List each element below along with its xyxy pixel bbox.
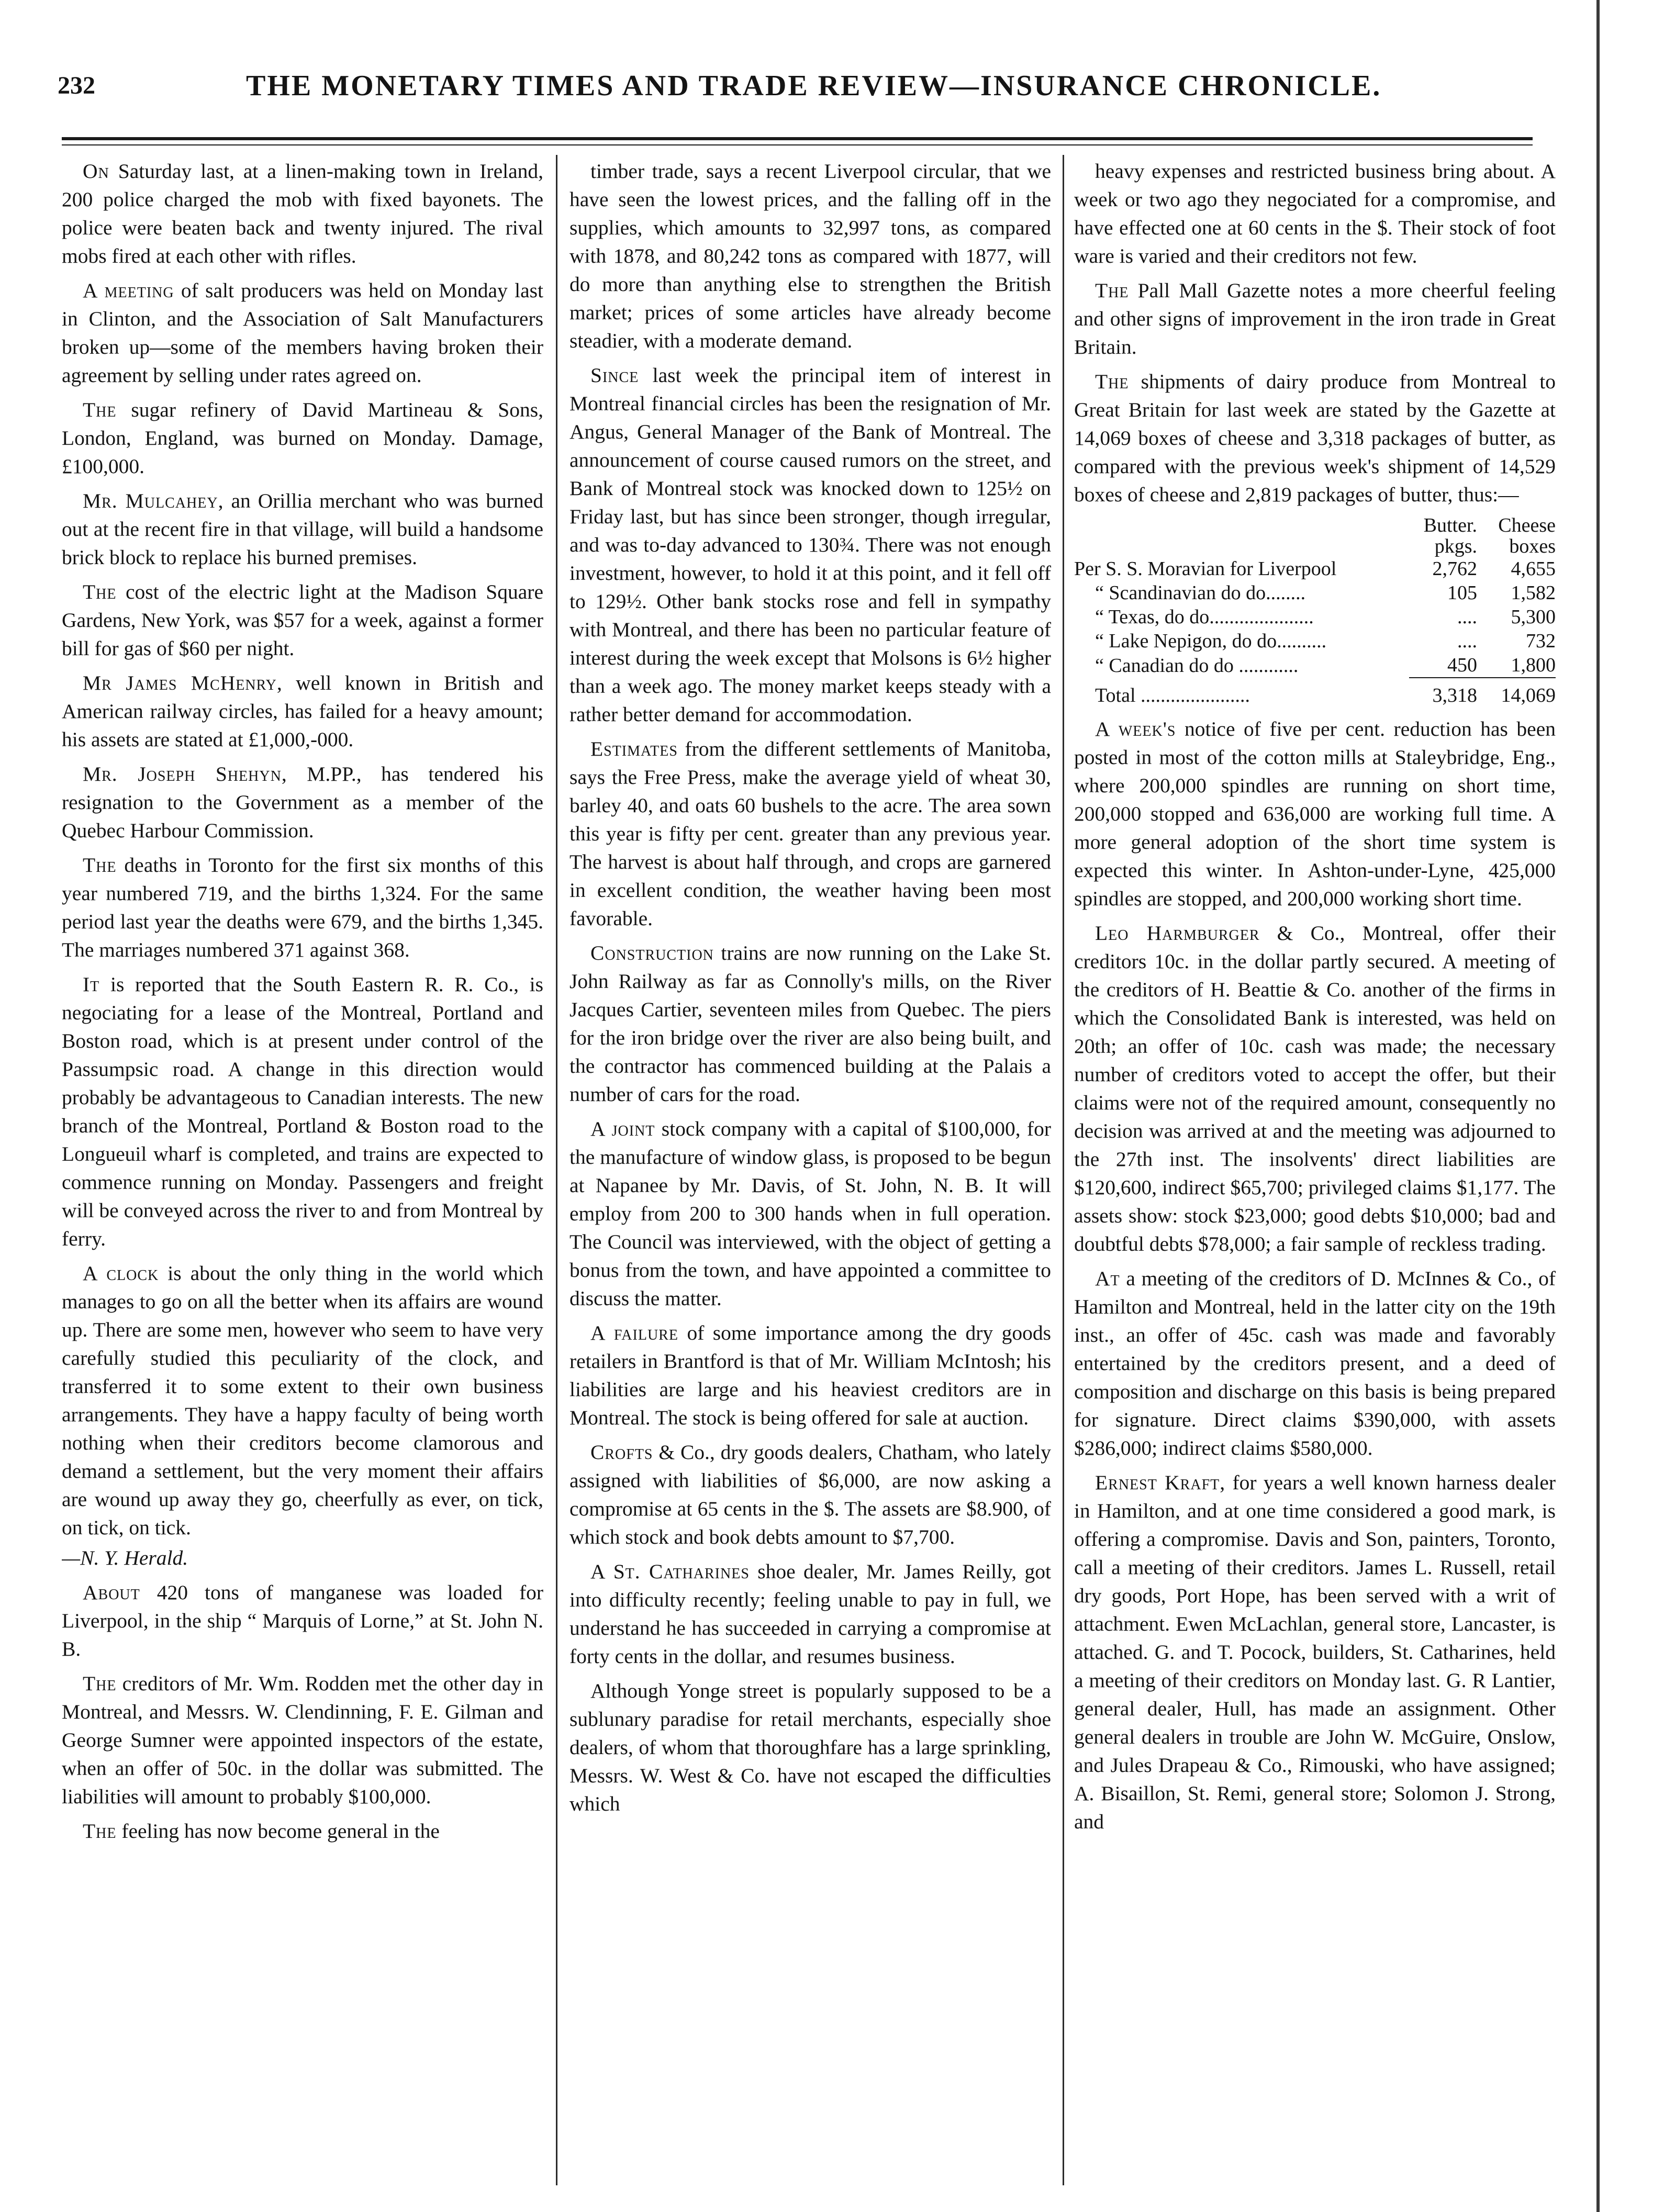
paragraph-lead: The (83, 854, 117, 877)
paragraph-lead: The (1095, 279, 1129, 302)
column-divider (556, 155, 557, 2185)
paragraph-text: trains are now running on the Lake St. John Railway as far as Connolly's mills, on the River Jacques Cartier, seventeen miles from Quebec. The piers for the iron bridge over the river are also being built, and the contractor has commenced building at the Palais a number of cars for the road. (569, 941, 1051, 1106)
paragraph-lead: The (83, 580, 117, 603)
paragraph-text: shipments of dairy produce from Montreal to Great Britain for last week are stated by the Gazette at 14,069 boxes of cheese and 3,318 packages of butter, as compared with the previous week's shipment of 14,529 boxes of cheese and 2,819 packages of butter, thus:— (1074, 370, 1556, 506)
table-row (1074, 581, 1556, 605)
table-cell: 732 (1526, 630, 1556, 652)
news-paragraph (1074, 919, 1556, 1258)
table-total-cell: 3,318 (1409, 678, 1477, 708)
news-paragraph (569, 939, 1051, 1108)
news-paragraph (569, 1319, 1051, 1432)
paragraph-lead: Mr James McHenry, (83, 671, 283, 694)
paragraph-text: is about the only thing in the world which manages to go on all the better when its affairs are wound up. There are some men, however who seem to have very carefully studied this peculiarity of the clock, and transferred it to some extent to their own business arrangements. They have a happy faculty of being worth nothing when their creditors become clamorous and demand a settlement, but the very moment their affairs are wound up away they go, cheerfully as ever, on tick, on tick, on tick. (62, 1262, 543, 1539)
table-header-row (1074, 536, 1556, 557)
paragraph-lead: Since (590, 364, 639, 387)
table-cell: “ Canadian do do ............ (1095, 654, 1299, 677)
paragraph-lead: A failure (590, 1321, 678, 1344)
news-paragraph (62, 851, 543, 964)
news-paragraph (62, 970, 543, 1253)
paragraph-text: for years a well known harness dealer in Hamilton, and at one time considered a good mark, is offering a compromise. Davis and Son, painters, Toronto, call a meeting of their creditors. James L. Russell, retail dry goods, Port Hope, has been served with a writ of attachment. Ewen McLachlan, general store, Lancaster, is attached. G. and T. Pocock, builders, St. Catharines, held a meeting of their creditors on Monday last. G. R Lantier, general dealer, Hull, has made an assignment. Other general dealers in trouble are John W. McGuire, Onslow, and Jules Drapeau & Co., Rimouski, who have assigned; A. Bisaillon, St. Remi, general store; Solomon J. Strong, and (1074, 1471, 1556, 1833)
paragraph-lead: The (83, 398, 117, 421)
table-cell: 1,582 (1511, 582, 1556, 604)
paragraph-text: & Co., Montreal, offer their creditors 10c. in the dollar partly secured. A meeting of the creditors of H. Beattie & Co. another of the firms in which the Consolidated Bank is interested, was held on 20th; an offer of 10c. cash was made; the necessary number of creditors voted to accept the offer, but their claims were not of the required amount, consequently no decision was arrived at and the meeting was adjourned to the 27th inst. The insolvents' direct liabilities are $120,600, indirect $65,700; privileged claims $1,177. The assets show: stock $23,000; good debts $10,000; bad and doubtful debts $78,000; a fair sample of reckless trading. (1074, 922, 1556, 1255)
paragraph-lead: Mr. Mulcahey, (83, 489, 224, 512)
paragraph-lead: Crofts (590, 1441, 653, 1464)
news-paragraph (1074, 367, 1556, 509)
paragraph-text: feeling has now become general in the (116, 1820, 440, 1843)
news-paragraph (62, 396, 543, 480)
paragraph-text: timber trade, says a recent Liverpool circular, that we have seen the lowest prices, and the falling off in the supplies, which amounts to 32,997 tons, as compared with 1878, and 80,242 tons as compared with 1877, will do more than anything else to strengthen the British market; prices of some articles have already become steadier, with a moderate demand. (569, 160, 1051, 352)
paragraph-lead: The (83, 1672, 117, 1695)
paragraph-lead: The (83, 1820, 117, 1843)
news-paragraph (62, 669, 543, 754)
text-column-2 (569, 157, 1051, 2187)
paragraph-text: Although Yonge street is popularly supposed to be a sublunary paradise for retail merchants, especially shoe dealers, of whom that thoroughfare has a large sprinkling, Messrs. W. West & Co. have not escaped the difficulties which (569, 1679, 1051, 1815)
news-paragraph (62, 157, 543, 270)
paragraph-text: from the different settlements of Manitoba, says the Free Press, make the average yield of wheat 30, barley 40, and oats 60 bushels to the acre. The area sown this year is fifty per cent. greater than any previous year. The harvest is about half through, and crops are garnered in excellent condition, the weather having been most favorable. (569, 737, 1051, 930)
table-header-cell: boxes (1509, 535, 1556, 557)
paragraph-lead: Ernest Kraft, (1095, 1471, 1226, 1494)
paragraph-lead: Construction (590, 941, 714, 964)
header-rule-thin (62, 144, 1533, 145)
news-paragraph (62, 1669, 543, 1811)
table-total-cell: 14,069 (1477, 678, 1556, 708)
news-paragraph (62, 760, 543, 845)
shipments-table (1074, 515, 1556, 708)
news-paragraph (62, 578, 543, 663)
paragraph-text: notice of five per cent. reduction has been posted in most of the cotton mills at Staleybridge, Eng., where 200,000 spindles are running on short time, 200,000 stopped and 636,000 are working full time. A more general adoption of the short time system is expected this winter. In Ashton-under-Lyne, 425,000 spindles are stopped, and 200,000 working short time. (1074, 717, 1556, 910)
header-rule-thick (62, 137, 1533, 140)
paragraph-lead: Leo Harmburger (1095, 922, 1260, 945)
news-paragraph (62, 487, 543, 571)
paragraph-text: heavy expenses and restricted business bring about. A week or two ago they negociated for a compromise, and have effected one at 60 cents in the $. Their stock of foot ware is varied and their creditors not few. (1074, 160, 1556, 267)
table-cell: 2,762 (1432, 558, 1477, 580)
paragraph-lead: Mr. Joseph Shehyn, (83, 762, 287, 785)
paragraph-lead: At (1095, 1267, 1120, 1290)
table-total-row (1074, 678, 1556, 708)
paragraph-text: of salt producers was held on Monday last in Clinton, and the Association of Salt Manufacturers broken up—some of the members having broken their agreement by selling under rates agreed on. (62, 279, 543, 387)
page-binding-edge (1596, 0, 1600, 2212)
table-cell: 5,300 (1511, 606, 1556, 628)
news-paragraph (62, 1259, 543, 1542)
paragraph-text: deaths in Toronto for the first six months of this year numbered 719, and the births 1,324. For the same period last year the deaths were 679, and the births 1,345. The marriages numbered 371 against 368. (62, 854, 543, 961)
text-column-3 (1074, 157, 1556, 2187)
paragraph-lead: Estimates (590, 737, 678, 760)
news-paragraph (569, 735, 1051, 933)
table-row (1074, 557, 1556, 581)
news-paragraph (569, 1115, 1051, 1312)
news-paragraph (569, 1677, 1051, 1818)
paragraph-lead: A joint (590, 1117, 655, 1140)
paragraph-text: a meeting of the creditors of D. McInnes & Co., of Hamilton and Montreal, held in the latter city on the 19th inst., an offer of 45c. cash was made and favorably entertained by the creditors present, and a deed of composition and discharge on this basis is being prepared for signature. Direct claims $390,000, with assets $286,000; indirect claims $580,000. (1074, 1267, 1556, 1459)
paragraph-text: sugar refinery of David Martineau & Sons, London, England, was burned on Monday. Damage, £100,000. (62, 398, 543, 478)
paragraph-lead: It (83, 973, 100, 996)
news-paragraph (62, 1578, 543, 1663)
news-paragraph (62, 1817, 543, 1845)
paragraph-text: shoe dealer, Mr. James Reilly, got into difficulty recently; feeling unable to pay in full, we understand he has succeeded in carrying a compromise at forty cents in the dollar, and resumes business. (569, 1560, 1051, 1668)
paragraph-text: Saturday last, at a linen-making town in Ireland, 200 police charged the mob with fixed bayonets. The police were beaten back and twenty injured. The rival mobs fired at each other with rifles. (62, 160, 543, 267)
paragraph-text: stock company with a capital of $100,000, for the manufacture of window glass, is proposed to be begun at Napanee by Mr. Davis, of St. John, N. B. It will employ from 200 to 300 hands when in full operation. The Council was interviewed, with the object of getting a bonus from the town, and have appointed a committee to discuss the matter. (569, 1117, 1051, 1310)
paragraph-lead: On (83, 160, 109, 183)
paragraph-text: creditors of Mr. Wm. Rodden met the other day in Montreal, and Messrs. W. Clendinning, F. E. Gilman and George Sumner were appointed inspectors of the estate, when an offer of 50c. in the dollar was submitted. The liabilities will amount to probably $100,000. (62, 1672, 543, 1808)
table-header-cell: Cheese (1498, 514, 1556, 536)
paragraph-lead: The (1095, 370, 1129, 393)
table-cell: “ Lake Nepigon, do do.......... (1095, 630, 1327, 652)
news-paragraph (1074, 1468, 1556, 1836)
paragraph-text: is reported that the South Eastern R. R. Co., is negociating for a lease of the Montreal, Portland and Boston road, which is at present under control of the Passumpsic road. A change in this direction would probably be advantageous to Canadian interests. The new branch of the Montreal, Portland & Boston road to the Longueuil wharf is completed, and trains are expected to commence running on Monday. Passengers and freight will be conveyed across the river to and from Montreal by ferry. (62, 973, 543, 1250)
table-cell: “ Scandinavian do do........ (1095, 582, 1306, 604)
paragraph-text: M.PP., has tendered his resignation to the Government as a member of the Quebec Harbour Commission. (62, 762, 543, 842)
table-row (1074, 653, 1556, 678)
paragraph-lead: A clock (83, 1262, 159, 1285)
table-cell: 450 (1447, 654, 1477, 676)
paragraph-text: 420 tons of manganese was loaded for Liverpool, in the ship “ Marquis of Lorne,” at St. John N. B. (62, 1581, 543, 1660)
paragraph-text: cost of the electric light at the Madison Square Gardens, New York, was $57 for a week, against a former bill for gas of $60 per night. (62, 580, 543, 660)
news-paragraph (569, 1557, 1051, 1670)
table-cell: .... (1457, 630, 1477, 652)
news-paragraph (569, 157, 1051, 355)
table-cell: 4,655 (1511, 558, 1556, 580)
table-row (1074, 629, 1556, 653)
page-number: 232 (58, 72, 95, 99)
table-header-cell (1074, 536, 1409, 557)
paragraph-text: an Orillia merchant who was burned out at the recent fire in that village, will build a handsome brick block to replace his burned premises. (62, 489, 543, 569)
text-column-1 (62, 157, 543, 2187)
paragraph-lead: A St. Catharines (590, 1560, 750, 1583)
table-row (1074, 605, 1556, 629)
paragraph-lead: A week's (1095, 717, 1176, 740)
paragraph-text: & Co., dry goods dealers, Chatham, who lately assigned with liabilities of $6,000, are now asking a compromise at 65 cents in the $. The assets are $8.900, of which stock and book debts amount to $7,700. (569, 1441, 1051, 1548)
page-header (58, 62, 1408, 119)
paragraph-text: Pall Mall Gazette notes a more cheerful feeling and other signs of improvement in the iron trade in Great Britain. (1074, 279, 1556, 358)
table-cell: 105 (1447, 582, 1477, 604)
table-total-cell: Total ...................... (1095, 684, 1250, 706)
table-cell: Per S. S. Moravian for Liverpool (1074, 558, 1337, 580)
paragraph-lead: A meeting (83, 279, 174, 302)
table-header-cell: pkgs. (1434, 535, 1477, 557)
paragraph-lead: About (83, 1581, 140, 1604)
news-paragraph (1074, 715, 1556, 913)
column-divider (1063, 155, 1064, 2185)
paragraph-text: well known in British and American railway circles, has failed for a heavy amount; his assets are stated at £1,000,-000. (62, 671, 543, 751)
table-cell: 1,800 (1511, 654, 1556, 676)
table-cell: “ Texas, do do..................... (1095, 606, 1314, 628)
paragraph-text: last week the principal item of interest in Montreal financial circles has been the resignation of Mr. Angus, General Manager of the Bank of Montreal. The announcement of course caused rumors on the street, and Bank of Montreal stock was knocked down to 125½ on Friday last, but has since been stronger, though irregular, and was to-day advanced to 130¾. There was not enough investment, however, to hold it at this point, and it fell off to 129½. Other bank stocks rose and fell in sympathy with Montreal, and there has been no particular feature of interest during the week except that Molsons is 6½ higher than a week ago. The money market keeps steady with a rather better demand for accommodation. (569, 364, 1051, 726)
table-header-row (1074, 515, 1556, 536)
news-paragraph (1074, 157, 1556, 270)
news-paragraph (1074, 276, 1556, 361)
news-paragraph (569, 361, 1051, 728)
news-paragraph (62, 276, 543, 389)
table-header-cell (1074, 515, 1409, 536)
attribution: —N. Y. Herald. (62, 1546, 188, 1569)
table-header-cell: Butter. (1423, 514, 1477, 536)
running-title: THE MONETARY TIMES AND TRADE REVIEW—INSURANCE CHRONICLE. (246, 70, 1382, 102)
news-paragraph (1074, 1264, 1556, 1462)
table-cell: .... (1457, 606, 1477, 628)
paragraph-text: of some importance among the dry goods retailers in Brantford is that of Mr. William McIntosh; his liabilities are large and his heaviest creditors are in Montreal. The stock is being offered for sale at auction. (569, 1321, 1051, 1429)
news-paragraph (569, 1438, 1051, 1551)
